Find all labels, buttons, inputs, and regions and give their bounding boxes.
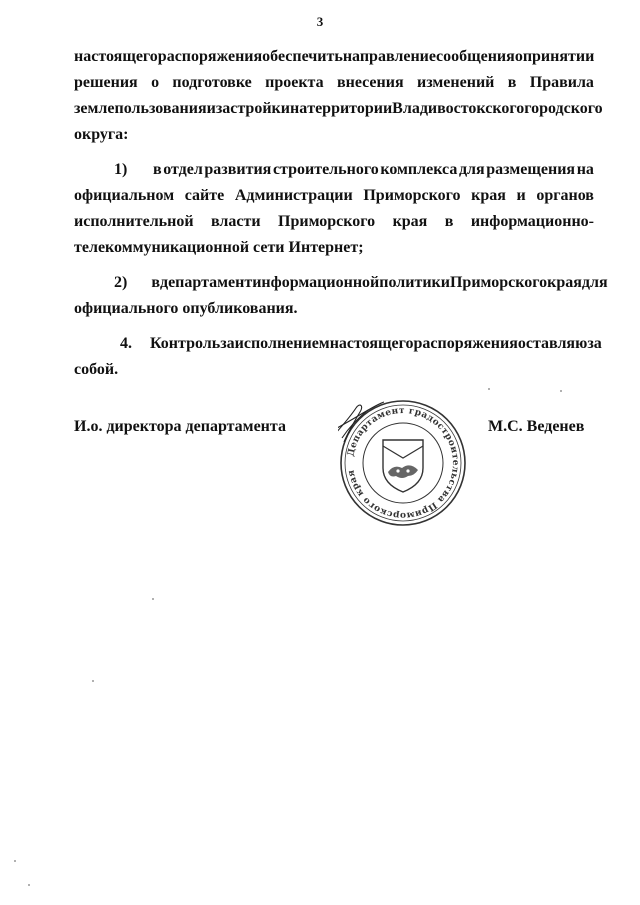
emblem-icon (383, 440, 423, 492)
item-number: 4. (120, 335, 132, 352)
scan-speck (488, 388, 490, 390)
text-line: решения о подготовке проекта внесения изменений в Правила (74, 74, 594, 91)
signatory-position: И.о. директора департамента (74, 418, 286, 435)
item-number: 2) (114, 274, 128, 291)
text-line: настоящего распоряжения обеспечить направление сообщения о принятии (74, 48, 595, 65)
scan-speck (560, 390, 562, 392)
signatory-name: М.С. Веденев (488, 418, 585, 435)
scan-speck (14, 860, 16, 862)
list-item-2 (74, 270, 608, 322)
paragraph-intro (74, 44, 603, 148)
list-item-4 (74, 331, 602, 383)
scan-speck (152, 598, 154, 600)
text-line: округа: (74, 126, 129, 143)
item-number: 1) (114, 161, 128, 178)
document-body (74, 44, 608, 383)
text-line: 1) в отдел развития строительного комплекса для размещения на (74, 157, 594, 183)
text-line: собой. (74, 361, 119, 378)
text-line: исполнительной власти Приморского края в информационно- (74, 213, 594, 230)
text-line: землепользования и застройки на территории Владивостокского городского (74, 100, 603, 117)
text-line: 2) в департамент информационной политики Приморского края для (74, 270, 594, 296)
scan-speck (28, 884, 30, 886)
seal-text: Департамент градостроительства Приморского края (346, 405, 461, 521)
text-line: официального опубликования. (74, 300, 298, 317)
text-line: 4. Контроль за исполнением настоящего распоряжения оставляю за (74, 331, 594, 357)
list-item-1 (74, 157, 594, 261)
scan-speck (92, 680, 94, 682)
text-line: официальном сайте Администрации Приморского края и органов (74, 187, 594, 204)
page-number: 3 (316, 14, 324, 29)
official-seal (338, 398, 468, 528)
text-line: телекоммуникационной сети Интернет; (74, 239, 364, 256)
